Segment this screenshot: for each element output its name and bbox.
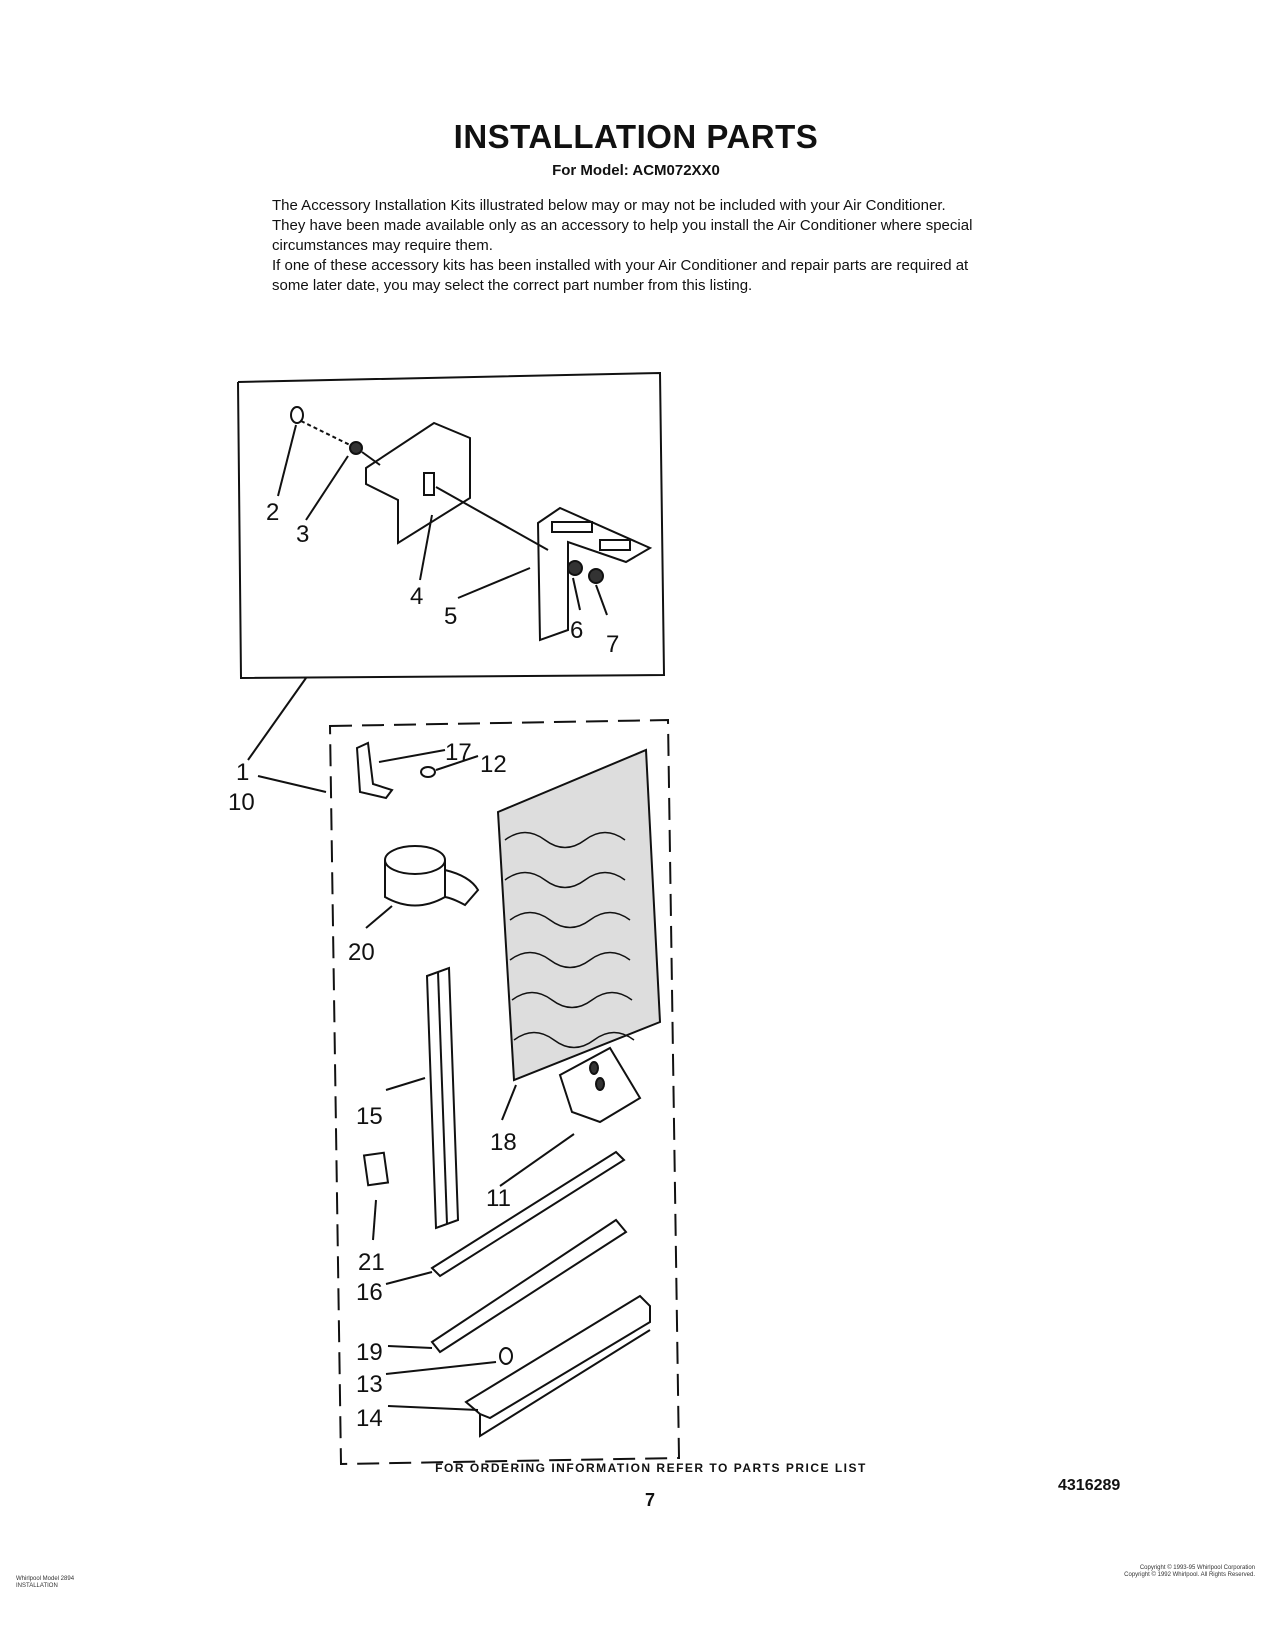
page-title: INSTALLATION PARTS bbox=[453, 118, 819, 155]
foam-strip-part-19 bbox=[432, 1220, 626, 1352]
callout-5: 5 bbox=[444, 603, 458, 630]
intro-paragraph-2: If one of these accessory kits has been installed with your Air Conditioner and repair parts are required at some later date, you may select the correct part number from this listing. bbox=[272, 257, 969, 294]
page-number: 7 bbox=[645, 1490, 656, 1510]
document-number: 4316289 bbox=[1058, 1477, 1121, 1494]
footer-right-line-1: Copyright © 1993-95 Whirlpool Corporation bbox=[1139, 1565, 1255, 1571]
tape-roll-part-20 bbox=[385, 846, 445, 874]
footer-right-small-print bbox=[1020, 1565, 1255, 1579]
block-part-21 bbox=[364, 1153, 388, 1185]
callout-7: 7 bbox=[606, 631, 620, 658]
ordering-note: FOR ORDERING INFORMATION REFER TO PARTS PRICE LIST bbox=[435, 1461, 867, 1475]
callout-13: 13 bbox=[356, 1371, 383, 1398]
callout-2: 2 bbox=[266, 499, 280, 526]
callout-21: 21 bbox=[358, 1249, 385, 1276]
callout-10: 10 bbox=[228, 789, 255, 816]
footer-right-line-2: Copyright © 1992 Whirlpool. All Rights Reserved. bbox=[1124, 1572, 1255, 1578]
callout-20: 20 bbox=[348, 939, 375, 966]
callout-6: 6 bbox=[570, 617, 584, 644]
callout-1: 1 bbox=[236, 759, 250, 786]
screw-part-13 bbox=[500, 1348, 512, 1364]
callout-19: 19 bbox=[356, 1339, 383, 1366]
bracket-part-4 bbox=[366, 423, 470, 543]
footer-left-line-2: INSTALLATION bbox=[16, 1583, 58, 1589]
callout-11: 11 bbox=[486, 1185, 511, 1212]
callout-14: 14 bbox=[356, 1405, 383, 1432]
screw-part-12 bbox=[421, 767, 435, 777]
callout-15: 15 bbox=[356, 1103, 383, 1130]
sill-angle-part-14 bbox=[466, 1296, 650, 1418]
footer-left-small-print bbox=[16, 1576, 74, 1590]
intro-paragraph-1: The Accessory Installation Kits illustrated below may or may not be included with your Air Conditioner. They have been made available only as an accessory to help you install the Air Conditioner where special circumstances may require them. bbox=[272, 197, 973, 254]
footer-left-line-1: Whirlpool Model 2894 bbox=[16, 1576, 75, 1582]
model-subtitle: For Model: ACM072XX0 bbox=[552, 162, 720, 179]
callout-4: 4 bbox=[410, 583, 424, 610]
foam-strip-part-16 bbox=[432, 1152, 624, 1276]
clip-part-17 bbox=[357, 743, 392, 798]
filter-panel-part-18 bbox=[498, 750, 660, 1080]
callout-17: 17 bbox=[445, 739, 472, 766]
callout-16: 16 bbox=[356, 1279, 383, 1306]
washer-part-3 bbox=[350, 442, 362, 454]
callout-18: 18 bbox=[490, 1129, 517, 1156]
nut-part-7 bbox=[589, 569, 603, 583]
callout-12: 12 bbox=[480, 751, 507, 778]
screw-part-6 bbox=[568, 561, 582, 575]
callout-3: 3 bbox=[296, 521, 310, 548]
